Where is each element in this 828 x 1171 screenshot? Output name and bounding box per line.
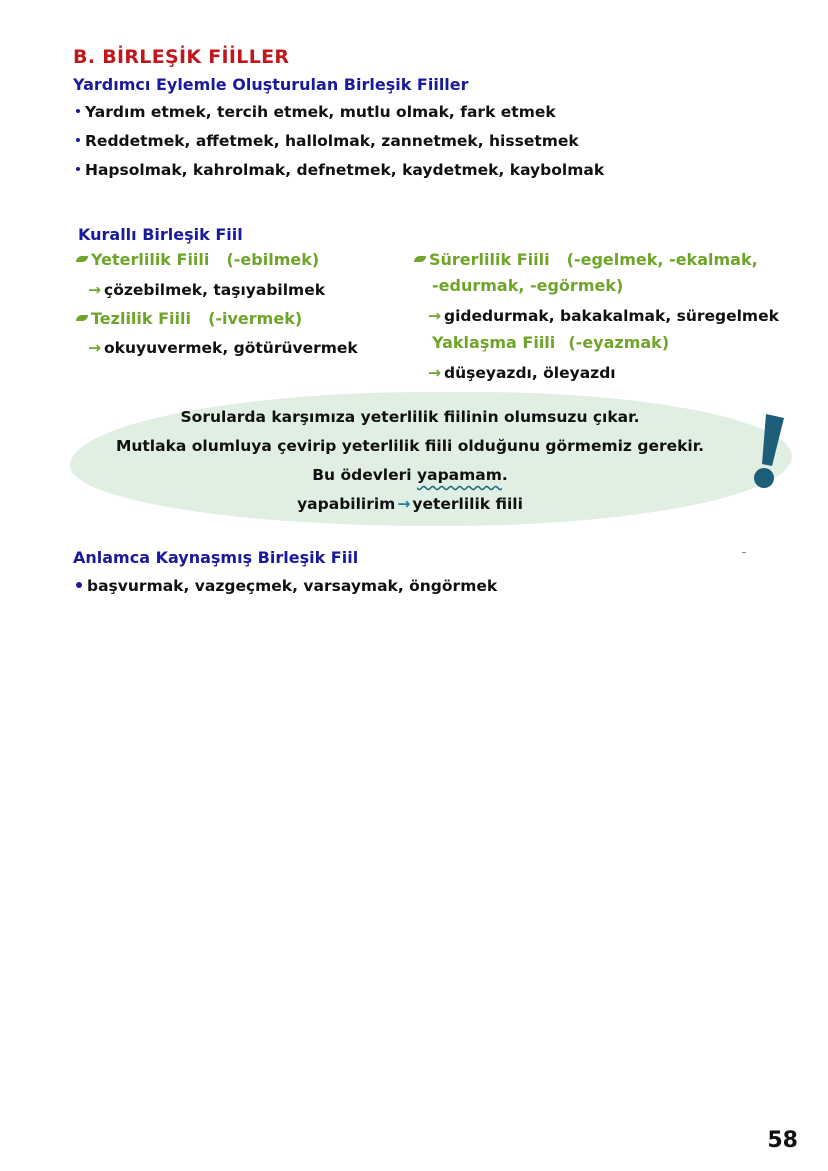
rule-item-yeterlilik: Yeterlilik Fiili (-ebilmek) [76,250,319,269]
section-heading-helper-verbs: Yardımcı Eylemle Oluşturulan Birleşik Fiiller [73,75,469,94]
bullet-icon [76,109,80,113]
underlined-example: yapamam [417,466,502,484]
arrow-icon: → [428,364,441,382]
rule-item-tezlilik: Tezlilik Fiili (-ivermek) [76,309,302,328]
section-heading-rule-verbs: Kurallı Birleşik Fiil [78,225,243,244]
note-line-2: Mutlaka olumluya çevirip yeterlilik fiili olduğunu görmemiz gerekir. [115,437,705,455]
rule-suffix-continued: -edurmak, -egörmek) [432,276,624,295]
stray-mark [742,552,746,553]
bullet-icon [76,138,80,142]
exclamation-icon [748,410,788,492]
note-line-4: yapabilirim → yeterlilik fiili [297,495,523,513]
rule-item-surerlilik: Sürerlilik Fiili (-egelmek, -ekalmak, [414,250,758,269]
rule-item-yaklasma: Yaklaşma Fiili (-eyazmak) [432,333,670,352]
list-item: başvurmak, vazgeçmek, varsaymak, öngörmek [76,577,497,595]
example-line: → çözebilmek, taşıyabilmek [88,281,326,299]
note-line-3: Bu ödevleri yapamam. [312,466,508,484]
example-line: → okuyuvermek, götürüvermek [88,339,358,357]
page-number: 58 [767,1128,798,1153]
arrow-icon: → [88,281,101,299]
leaf-bullet-icon [414,256,426,262]
list-item: Hapsolmak, kahrolmak, defnetmek, kaydetmek, kaybolmak [76,161,604,179]
arrow-icon: → [397,495,411,513]
bullet-icon [76,582,82,588]
list-item: Yardım etmek, tercih etmek, mutlu olmak, fark etmek [76,103,556,121]
list-item: Reddetmek, affetmek, hallolmak, zannetmek, hissetmek [76,132,579,150]
bullet-icon [76,167,80,171]
leaf-bullet-icon [76,315,88,321]
example-line: → düşeyazdı, öleyazdı [428,364,616,382]
leaf-bullet-icon [76,256,88,262]
example-line: → gidedurmak, bakakalmak, süregelmek [428,307,779,325]
section-heading-meaning-verbs: Anlamca Kaynaşmış Birleşik Fiil [73,548,359,567]
page-title: B. BİRLEŞİK FİİLLER [73,46,290,68]
arrow-icon: → [428,307,441,325]
note-line-1: Sorularda karşımıza yeterlilik fiilinin olumsuzu çıkar. [180,408,640,426]
arrow-icon: → [88,339,101,357]
